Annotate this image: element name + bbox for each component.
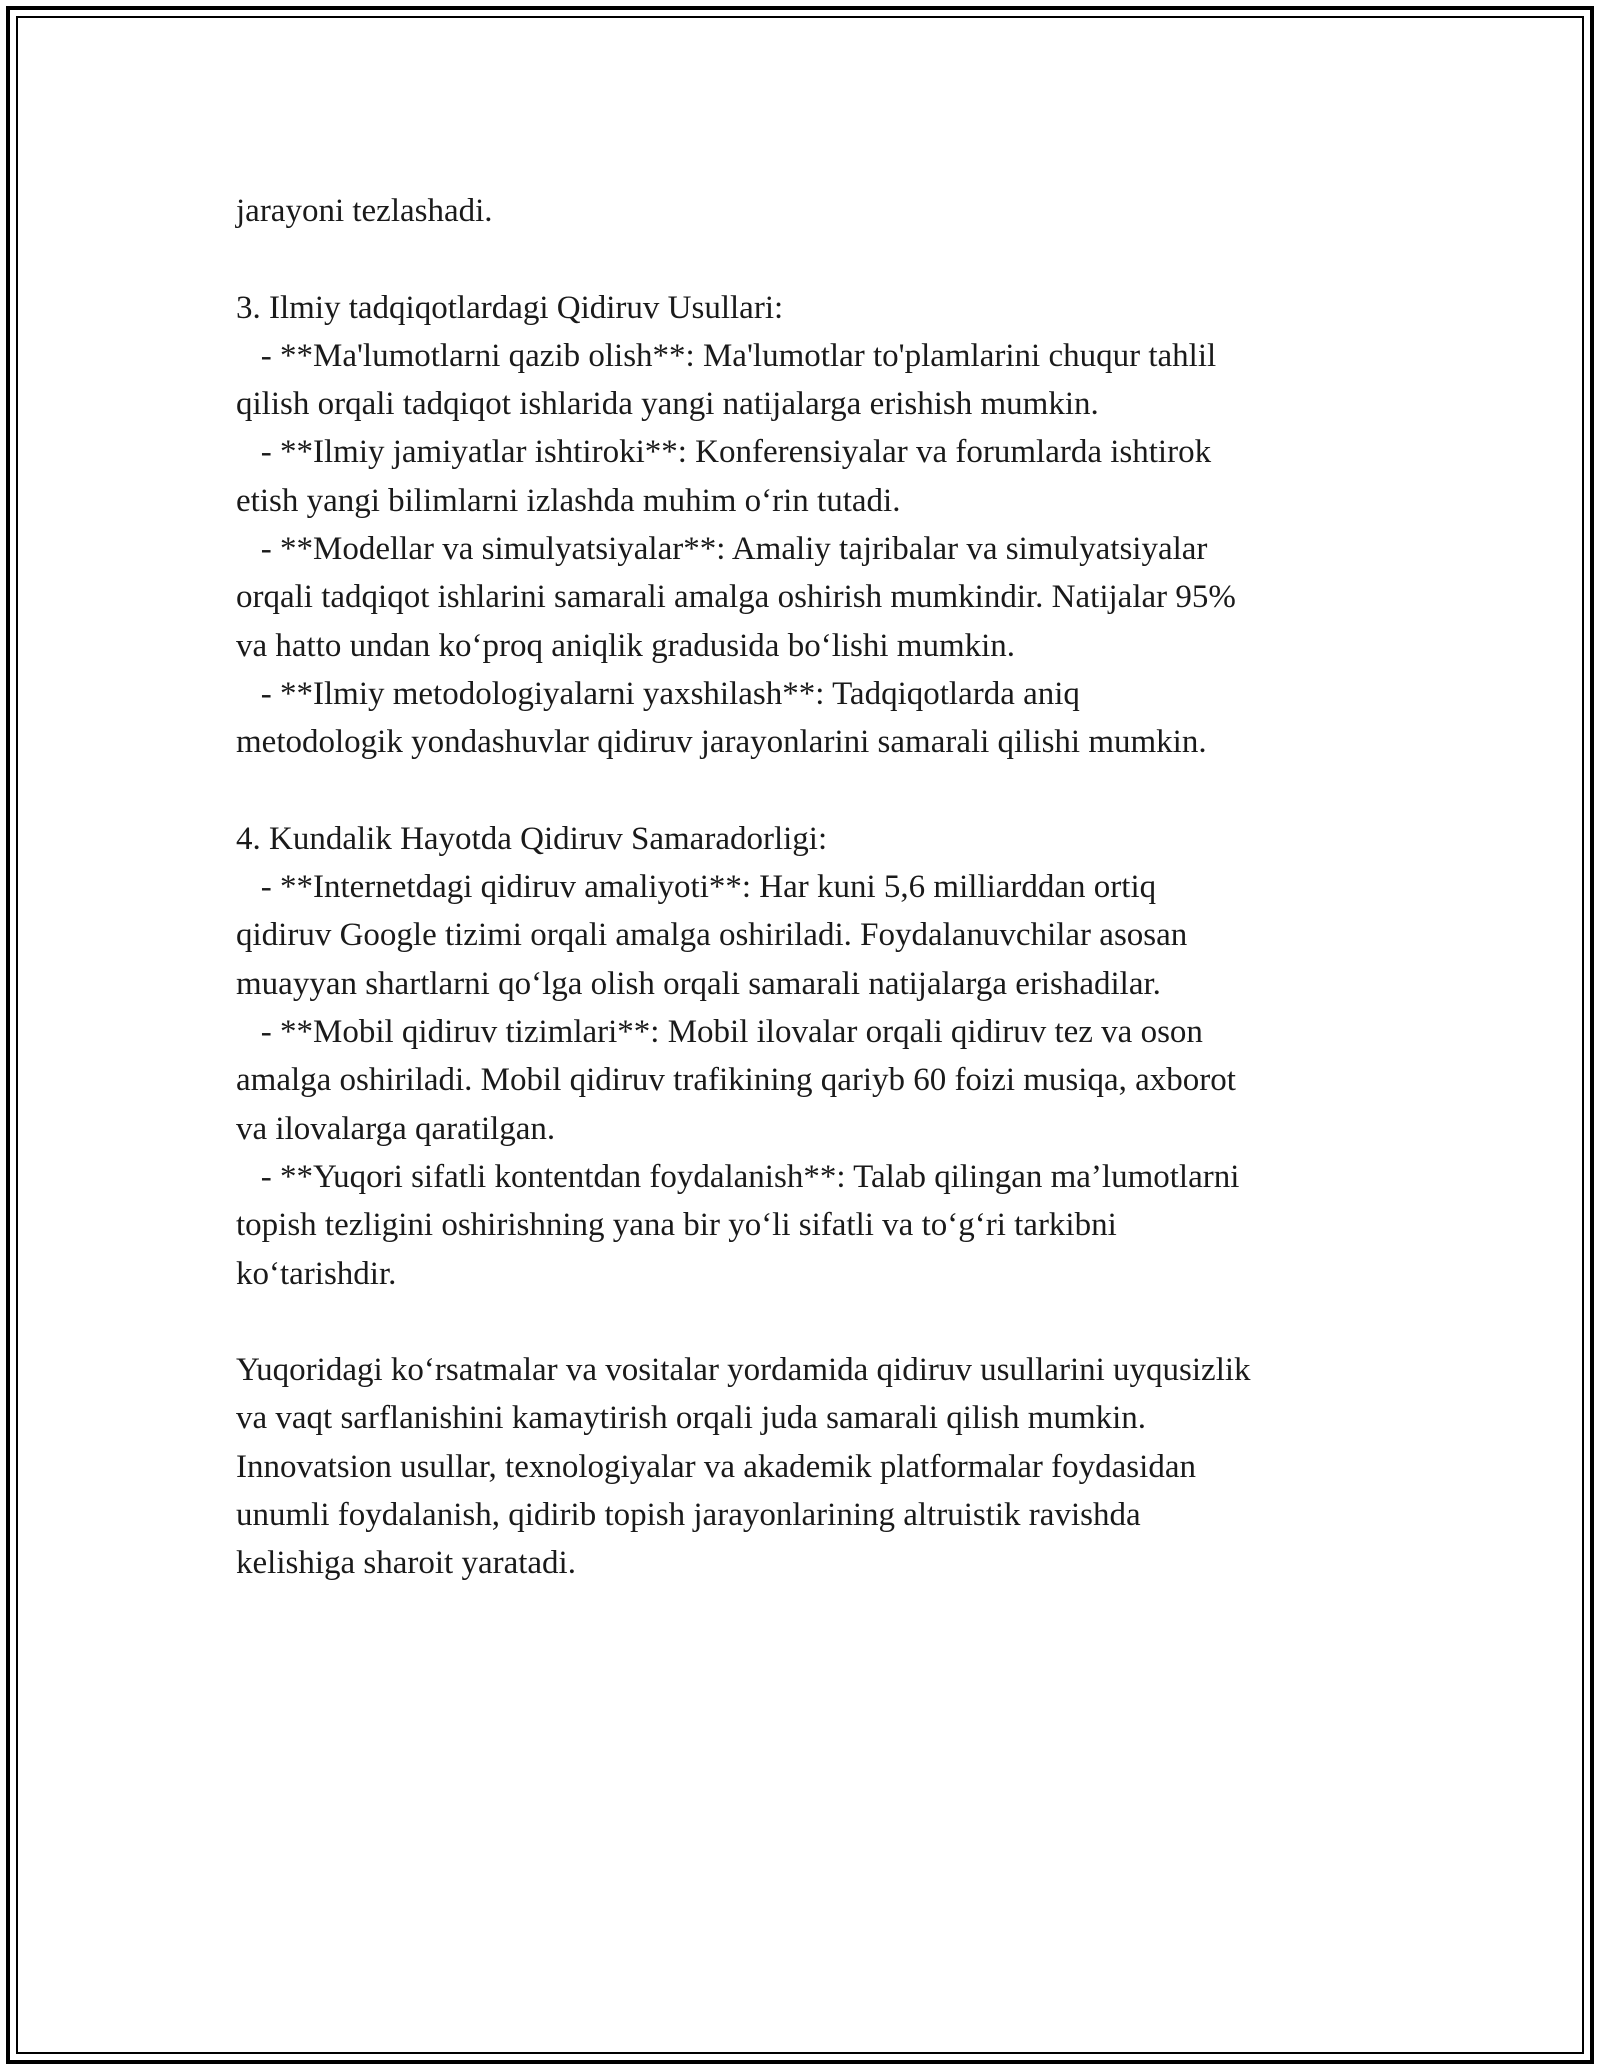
conclusion-paragraph xyxy=(236,1346,1386,1587)
list-item-line: - **Mobil qidiruv tizimlari**: Mobil ilovalar orqali qidiruv tez va oson xyxy=(236,1014,1203,1051)
text-line: va hatto undan ko‘proq aniqlik gradusida bo‘lishi mumkin. xyxy=(236,627,1016,664)
text-line: va ilovalarga qaratilgan. xyxy=(236,1110,556,1147)
text-line: metodologik yondashuvlar qidiruv jarayonlarini samarali qilishi mumkin. xyxy=(236,724,1207,761)
text-line: Innovatsion usullar, texnologiyalar va akademik platformalar foydasidan xyxy=(236,1448,1196,1485)
text-line: Yuqoridagi ko‘rsatmalar va vositalar yordamida qidiruv usullarini uyqusizlik xyxy=(236,1352,1251,1389)
text-line: muayyan shartlarni qo‘lga olish orqali samarali natijalarga erishadilar. xyxy=(236,965,1161,1002)
list-item-line: - **Ma'lumotlarni qazib olish**: Ma'lumotlar to'plamlarini chuqur tahlil xyxy=(236,337,1217,374)
text-line: jarayoni tezlashadi. xyxy=(236,193,493,229)
paragraph-spacer xyxy=(236,767,1386,815)
section-heading: 3. Ilmiy tadqiqotlardagi Qidiruv Usullari: xyxy=(236,289,784,326)
paragraph-continuation xyxy=(236,187,1386,235)
text-line: etish yangi bilimlarni izlashda muhim o‘rin tutadi. xyxy=(236,482,901,519)
list-item-line: - **Internetdagi qidiruv amaliyoti**: Har kuni 5,6 milliarddan ortiq xyxy=(236,869,1157,906)
paragraph-spacer xyxy=(236,235,1386,283)
text-line: ko‘tarishdir. xyxy=(236,1255,397,1292)
text-line: orqali tadqiqot ishlarini samarali amalga oshirish mumkindir. Natijalar 95% xyxy=(236,579,1236,616)
document-body xyxy=(236,187,1386,1588)
section-3-ilmiy-tadqiqotlar xyxy=(236,284,1386,767)
paragraph-spacer xyxy=(236,1298,1386,1346)
list-item-line: - **Yuqori sifatli kontentdan foydalanish**: Talab qilingan ma’lumotlarni xyxy=(236,1158,1240,1195)
text-line: va vaqt sarflanishini kamaytirish orqali juda samarali qilish mumkin. xyxy=(236,1400,1147,1437)
list-item-line: - **Ilmiy jamiyatlar ishtiroki**: Konferensiyalar va forumlarda ishtirok xyxy=(236,434,1212,471)
text-line: qilish orqali tadqiqot ishlarida yangi natijalarga erishish mumkin. xyxy=(236,386,1099,423)
text-line: qidiruv Google tizimi orqali amalga oshiriladi. Foydalanuvchilar asosan xyxy=(236,917,1188,954)
list-item-line: - **Modellar va simulyatsiyalar**: Amaliy tajribalar va simulyatsiyalar xyxy=(236,531,1208,568)
text-line: amalga oshiriladi. Mobil qidiruv trafikining qariyb 60 foizi musiqa, axborot xyxy=(236,1062,1236,1099)
list-item-line: - **Ilmiy metodologiyalarni yaxshilash**: Tadqiqotlarda aniq xyxy=(236,675,1080,712)
text-line: topish tezligini oshirishning yana bir yo‘li sifatli va to‘g‘ri tarkibni xyxy=(236,1207,1117,1244)
section-heading: 4. Kundalik Hayotda Qidiruv Samaradorligi: xyxy=(236,820,828,857)
text-line: unumli foydalanish, qidirib topish jarayonlarining altruistik ravishda xyxy=(236,1497,1141,1534)
section-4-kundalik-hayot xyxy=(236,815,1386,1298)
text-line: kelishiga sharoit yaratadi. xyxy=(236,1545,576,1582)
